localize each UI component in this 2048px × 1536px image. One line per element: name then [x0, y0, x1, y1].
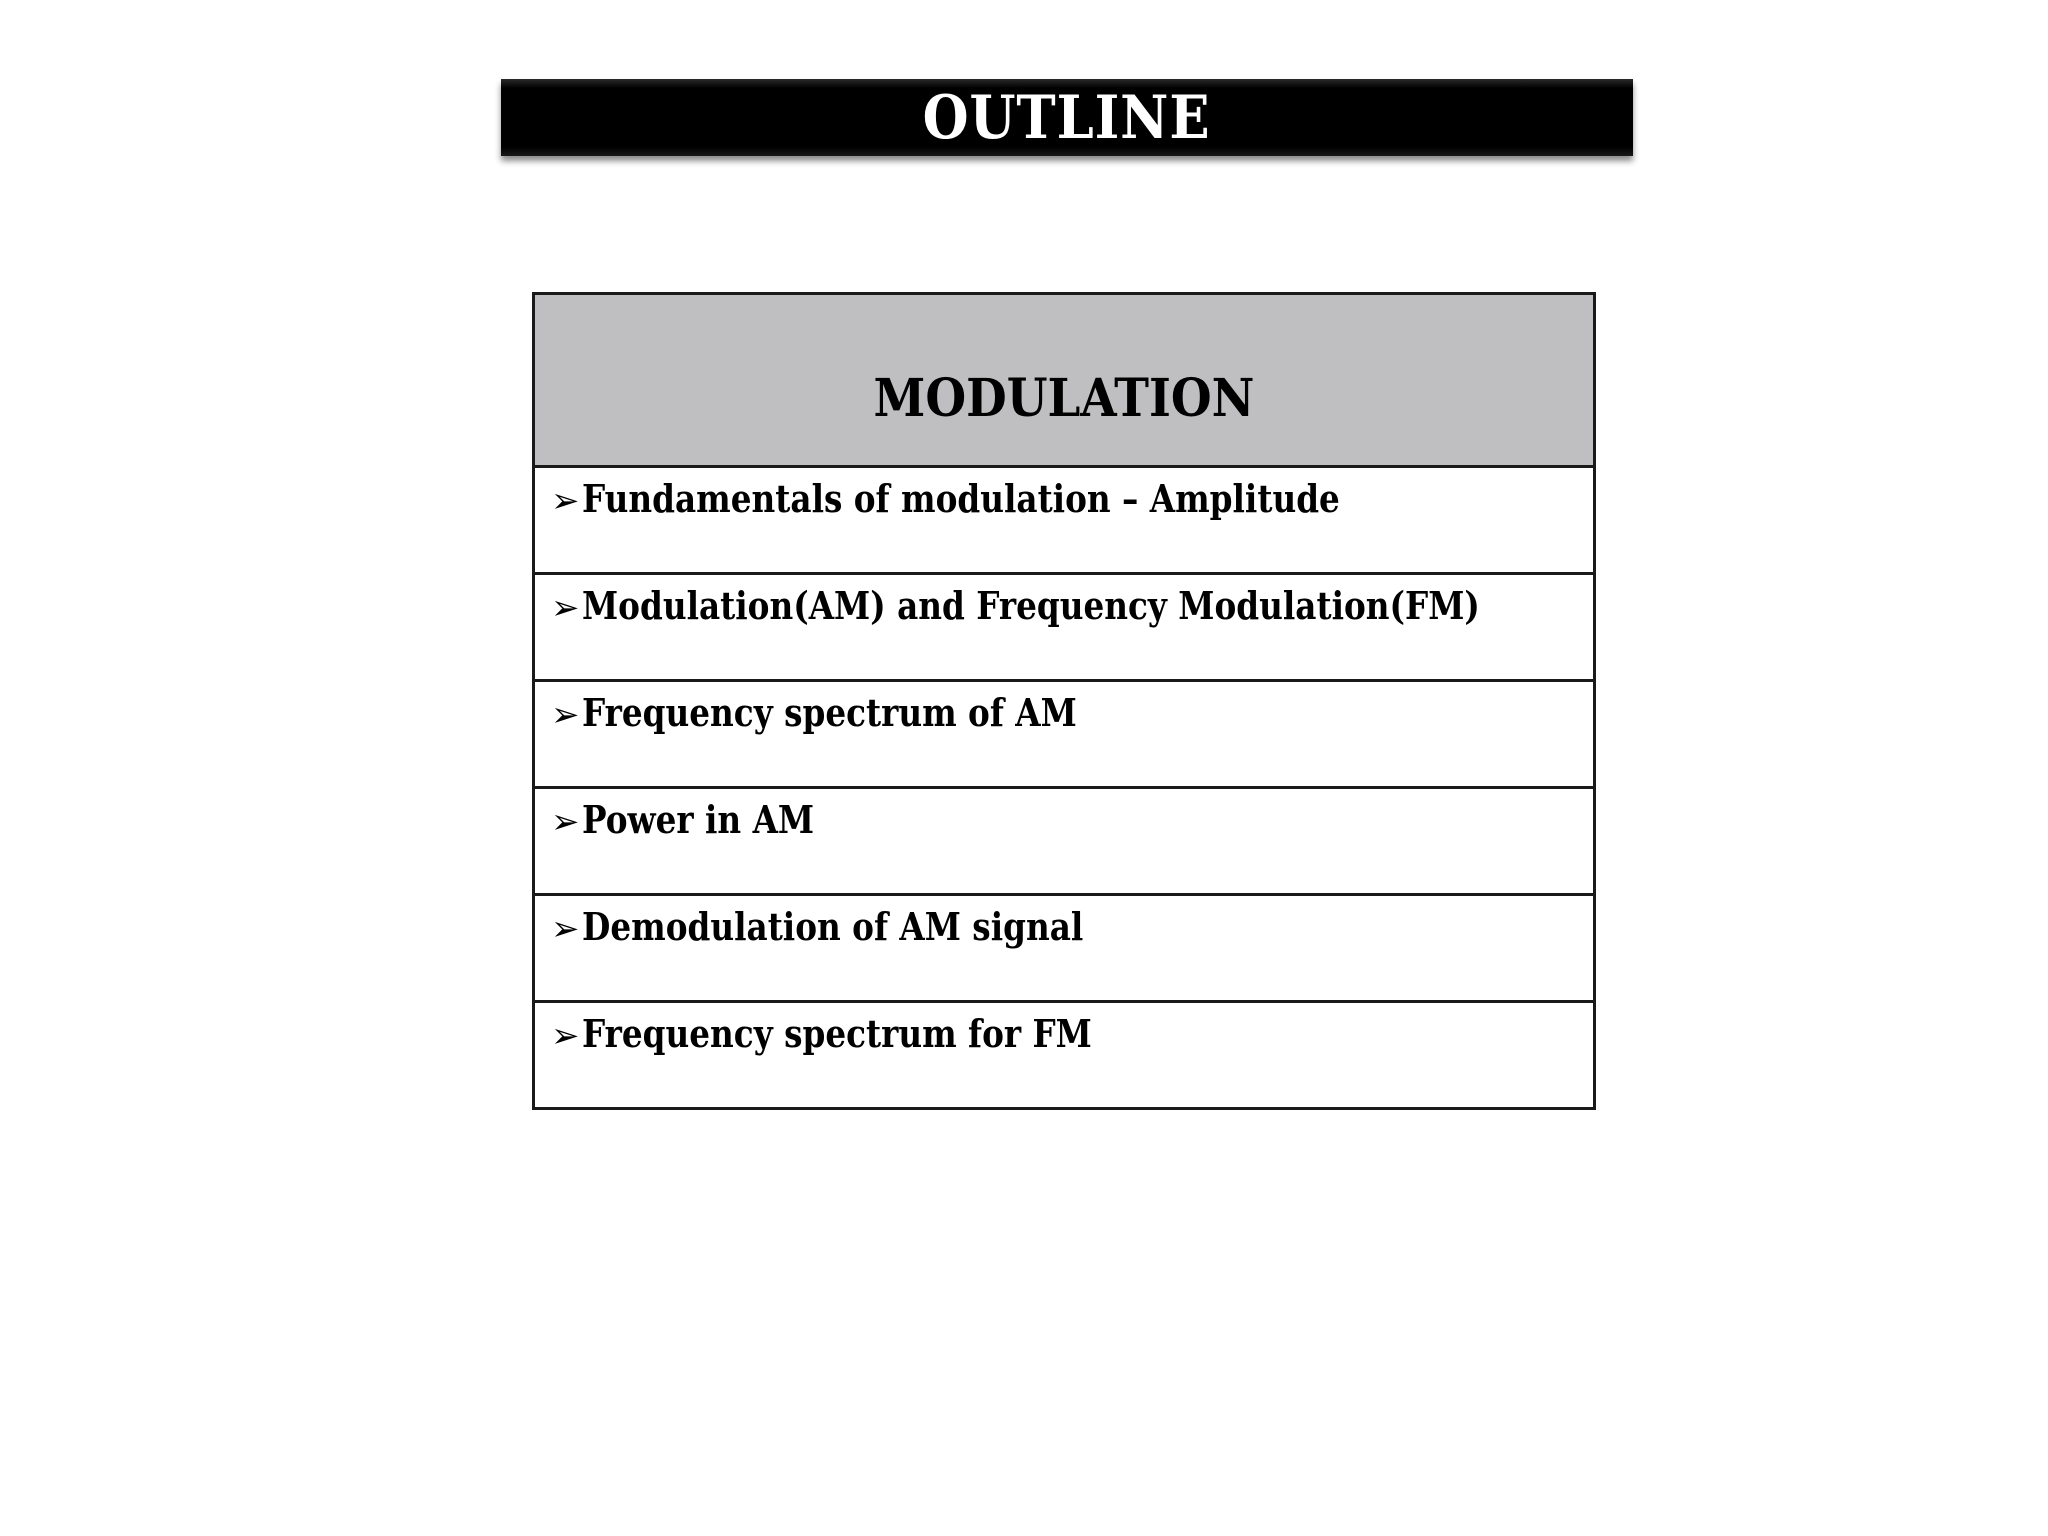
table-cell — [534, 1002, 1595, 1109]
table-header: MODULATION — [873, 368, 1255, 429]
table-row — [534, 681, 1595, 788]
arrowhead-bullet-icon: ➢ — [551, 802, 580, 842]
table-cell — [534, 574, 1595, 681]
arrowhead-bullet-icon: ➢ — [551, 481, 580, 521]
outline-item-text: Power in AM — [581, 797, 814, 842]
table-row — [534, 788, 1595, 895]
table-row — [534, 895, 1595, 1002]
table-cell — [534, 681, 1595, 788]
outline-item-text: Frequency spectrum for FM — [581, 1011, 1092, 1056]
table-row — [534, 1002, 1595, 1109]
arrowhead-bullet-icon: ➢ — [551, 1016, 580, 1056]
title-banner — [501, 79, 1633, 156]
table-row — [534, 574, 1595, 681]
table-cell — [534, 895, 1595, 1002]
table-header-row — [534, 294, 1595, 467]
arrowhead-bullet-icon: ➢ — [551, 695, 580, 735]
table-cell — [534, 467, 1595, 574]
arrowhead-bullet-icon: ➢ — [551, 588, 580, 628]
table-cell — [534, 788, 1595, 895]
outline-table — [532, 292, 1596, 1110]
table-header-cell — [534, 294, 1595, 467]
outline-item-text: Modulation(AM) and Frequency Modulation(FM) — [581, 583, 1480, 628]
outline-item-text: Frequency spectrum of AM — [581, 690, 1077, 735]
arrowhead-bullet-icon: ➢ — [551, 909, 580, 949]
outline-item-text: Fundamentals of modulation – Amplitude — [581, 476, 1340, 521]
outline-item-text: Demodulation of AM signal — [581, 904, 1083, 949]
table-row — [534, 467, 1595, 574]
slide-title: OUTLINE — [923, 82, 1211, 153]
